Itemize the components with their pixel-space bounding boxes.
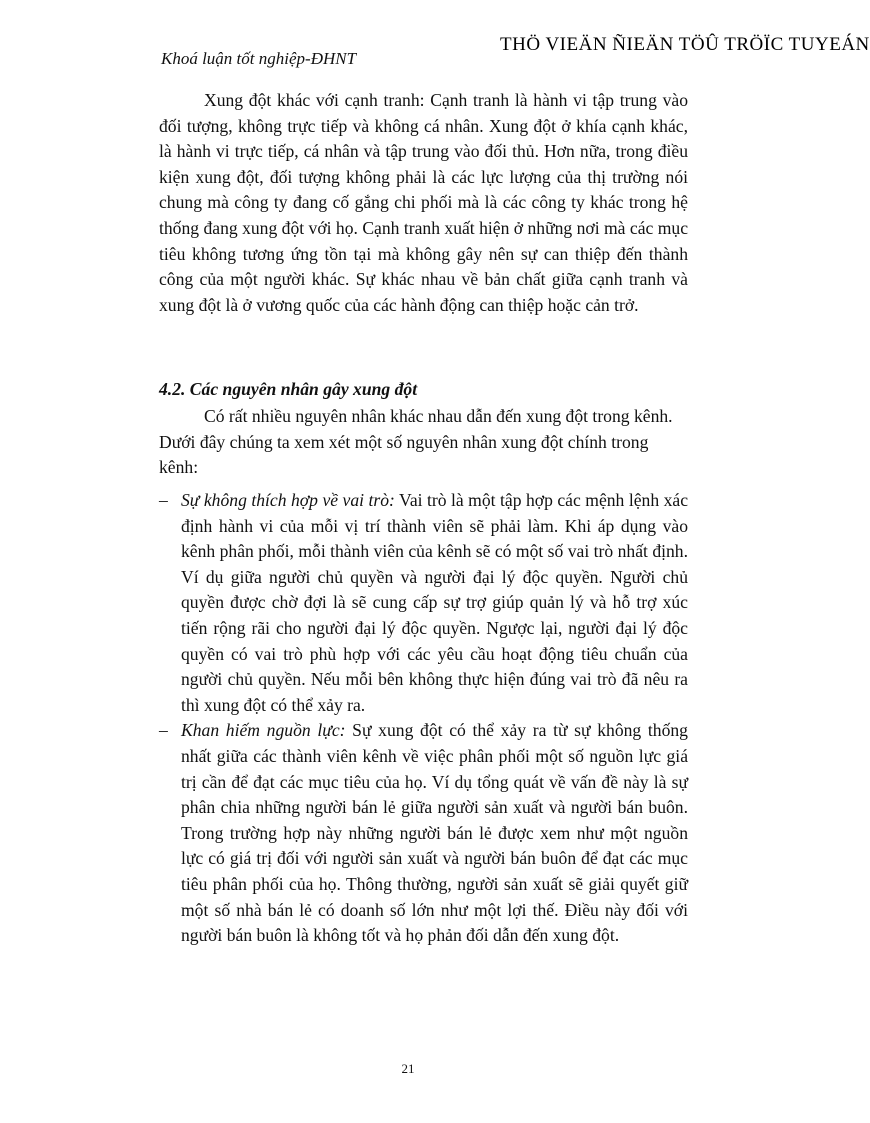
page-number: 21 — [401, 1061, 415, 1076]
watermark-text: THÖ VIEÄN ÑIEÄN TÖÛ TRÖÏC TUYEÁN — [500, 34, 870, 55]
body-text-block — [159, 88, 688, 318]
dash-bullet-icon: – — [159, 720, 168, 741]
section-intro — [159, 404, 688, 481]
list-item — [159, 488, 688, 718]
bullet-term: Khan hiếm nguồn lực: — [181, 720, 346, 741]
running-head: Khoá luận tốt nghiệp-ĐHNT — [161, 49, 357, 68]
section-intro-rest: Dưới đây chúng ta xem xét một số nguyên nhân xung đột chính trong kênh: — [159, 431, 649, 478]
section-heading: 4.2. Các nguyên nhân gây xung đột — [159, 379, 418, 399]
bullet-term: Sự không thích hợp về vai trò: — [181, 490, 395, 510]
paragraph-competition-vs-conflict: Xung đột khác với cạnh tranh: Cạnh tranh là hành vi tập trung vào đối tượng, không trực tiếp và không cá nhân. Xung đột ở khía cạnh khác, là hành vi trực tiếp, cá nhân và tập trung vào đối thủ. Hơn nữa, trong điều kiện xung đột, đối tượng không phải là các lực lượng của thị trường nói chung mà công ty đang cố gắng chi phối mà là các công ty khác trong hệ thống đang xung đột với họ. Cạnh tranh xuất hiện ở những nơi mà các mục tiêu không tương ứng tồn tại mà không gây nên sự can thiệp đến thành công của một người khác. Sự khác nhau về bản chất giữa cạnh tranh và xung đột là ở vương quốc của các hành động can thiệp hoặc cản trở. — [159, 90, 688, 315]
bullet-text: Vai trò là một tập hợp các mệnh lệnh xác định hành vi của mỗi vị trí thành viên sẽ phải làm. Khi áp dụng vào kênh phân phối, mỗi thành viên của kênh sẽ có một số vai trò nhất định. Ví dụ giữa người chủ quyền và người đại lý độc quyền. Người chủ quyền được chờ đợi là sẽ cung cấp sự trợ giúp quản lý và hỗ trợ xúc tiến rộng rãi cho người đại lý độc quyền. Ngược lại, người đại lý độc quyền có vai trò phù hợp với các yêu cầu hoạt động tiêu chuẩn của người chủ quyền. Nếu mỗi bên không thực hiện đúng vai trò đã nêu ra thì xung đột có thể xảy ra. — [181, 490, 688, 715]
dash-bullet-icon: – — [159, 490, 168, 510]
list-item — [159, 718, 688, 948]
bullet-list — [159, 488, 688, 949]
bullet-text: Sự xung đột có thể xảy ra từ sự không thống nhất giữa các thành viên kênh về việc phân phối một số nguồn lực giá trị cần để đạt các mục tiêu của họ. Ví dụ tổng quát về vấn đề này là sự phân chia những người bán lẻ giữa người sản xuất và người bán buôn. Trong trường hợp này những người bán lẻ được xem như một nguồn lực có giá trị đối với người sản xuất và người bán buôn để đạt các mục tiêu phân phối của họ. Thông thường, người sản xuất sẽ giải quyết giữ một số nhà bán lẻ có doanh số lớn như một lợi thế. Điều này đối với người bán buôn là không tốt và họ phản đối dẫn đến xung đột. — [181, 720, 688, 946]
section-intro-line1: Có rất nhiều nguyên nhân khác nhau dẫn đến xung đột trong kênh. — [204, 406, 673, 426]
